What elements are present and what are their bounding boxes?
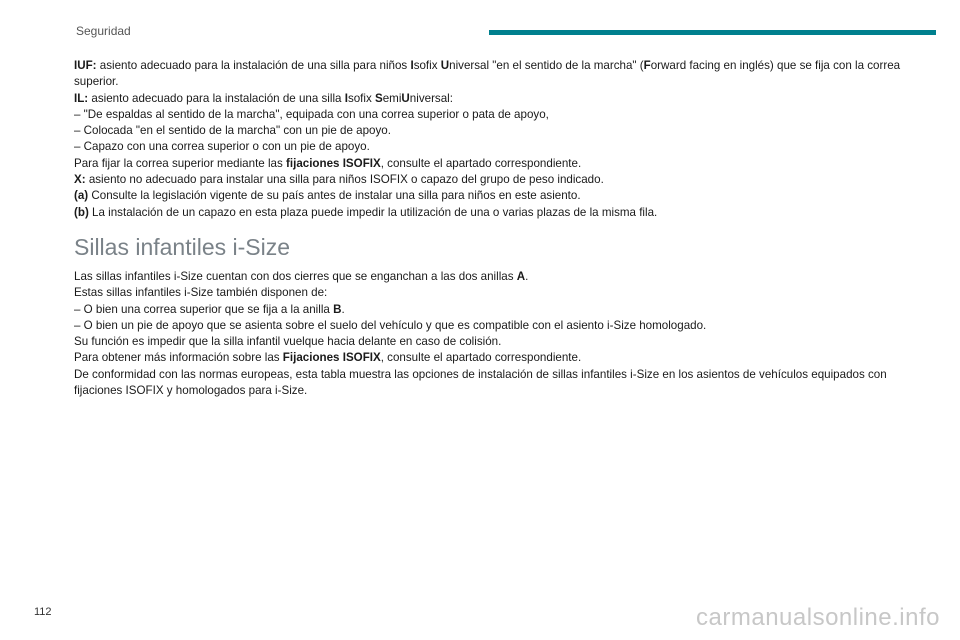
text-run: Para obtener más información sobre las	[74, 351, 283, 365]
text-run: S	[375, 91, 383, 105]
note-b	[74, 205, 904, 221]
text-run: asiento no adecuado para instalar una silla para niños ISOFIX o capazo del grupo de peso indicado.	[85, 173, 604, 187]
list-item: – Capazo con una correa superior o con un pie de apoyo.	[74, 140, 370, 154]
text-run: .	[525, 269, 529, 283]
text-run: .	[341, 302, 345, 316]
text-run: asiento adecuado para la instalación de una silla	[88, 91, 345, 105]
manual-content	[74, 58, 904, 399]
isize-intro	[74, 269, 904, 285]
x-paragraph	[74, 172, 904, 188]
isize-also: Estas sillas infantiles i-Size también disponen de:	[74, 286, 328, 300]
note-label: (b)	[74, 205, 89, 219]
il-paragraph	[74, 91, 904, 107]
isize-table-intro: De conformidad con las normas europeas, esta tabla muestra las opciones de instalación de sillas infantiles i-Size en los asientos de vehículos equipados con fijaciones ISOFIX y homologados para i-Size.	[74, 367, 887, 398]
text-run: I	[410, 59, 414, 72]
text-run: fijaciones ISOFIX	[286, 156, 381, 170]
text-run: niversal:	[409, 91, 453, 105]
section-heading: Sillas infantiles i-Size	[74, 233, 291, 260]
text-run: asiento adecuado para la instalación de una silla para niños	[96, 59, 411, 72]
watermark: carmanualsonline.info	[696, 604, 940, 631]
text-run: I	[344, 91, 348, 105]
text-run: F	[643, 59, 651, 72]
list-item: – O bien un pie de apoyo que se asienta sobre el suelo del vehículo y que es compatible con el asiento i-Size homologado.	[74, 318, 707, 332]
x-label: X:	[74, 173, 86, 187]
text-run: emi	[382, 91, 402, 105]
page-number: 112	[34, 606, 52, 618]
list-item: – Colocada "en el sentido de la marcha" con un pie de apoyo.	[74, 124, 391, 138]
section-label: Seguridad	[76, 24, 131, 38]
text-run: sofix	[413, 59, 441, 72]
text-run: Consulte la legislación vigente de su país antes de instalar una silla para niños en este asiento.	[88, 189, 581, 203]
isize-function: Su función es impedir que la silla infantil vuelque hacia delante en caso de colisión.	[74, 335, 502, 349]
text-run: , consulte el apartado correspondiente.	[380, 156, 582, 170]
isize-more-info	[74, 350, 904, 366]
text-run: La instalación de un capazo en esta plaza puede impedir la utilización de una o varias plazas de la misma fila.	[88, 205, 658, 219]
text-run: U	[401, 91, 410, 105]
text-run: , consulte el apartado correspondiente.	[380, 351, 582, 365]
list-item: – "De espaldas al sentido de la marcha", equipada con una correa superior o pata de apoyo,	[74, 107, 549, 121]
iuf-label: IUF:	[74, 59, 97, 72]
il-label: IL:	[74, 91, 89, 105]
text-run: B	[333, 302, 342, 316]
text-run: niversal "en el sentido de la marcha" (	[449, 59, 644, 72]
text-run: sofix	[347, 91, 375, 105]
text-run: U	[440, 59, 450, 72]
iuf-paragraph	[74, 58, 904, 91]
text-run: Las sillas infantiles i-Size cuentan con dos cierres que se enganchan a las dos anillas	[74, 269, 517, 283]
text-run: orward facing en inglés) que se fija con la correa superior.	[74, 59, 901, 89]
text-run: Para fijar la correa superior mediante las	[74, 156, 287, 170]
isofix-fix-paragraph	[74, 156, 904, 172]
text-run: A	[516, 269, 526, 283]
header-accent-bar	[489, 30, 936, 35]
note-a	[74, 188, 904, 204]
note-label: (a)	[74, 189, 89, 203]
text-run: Fijaciones ISOFIX	[282, 351, 381, 365]
list-item	[74, 302, 904, 318]
text-run: – O bien una correa superior que se fija a la anilla	[74, 302, 334, 316]
